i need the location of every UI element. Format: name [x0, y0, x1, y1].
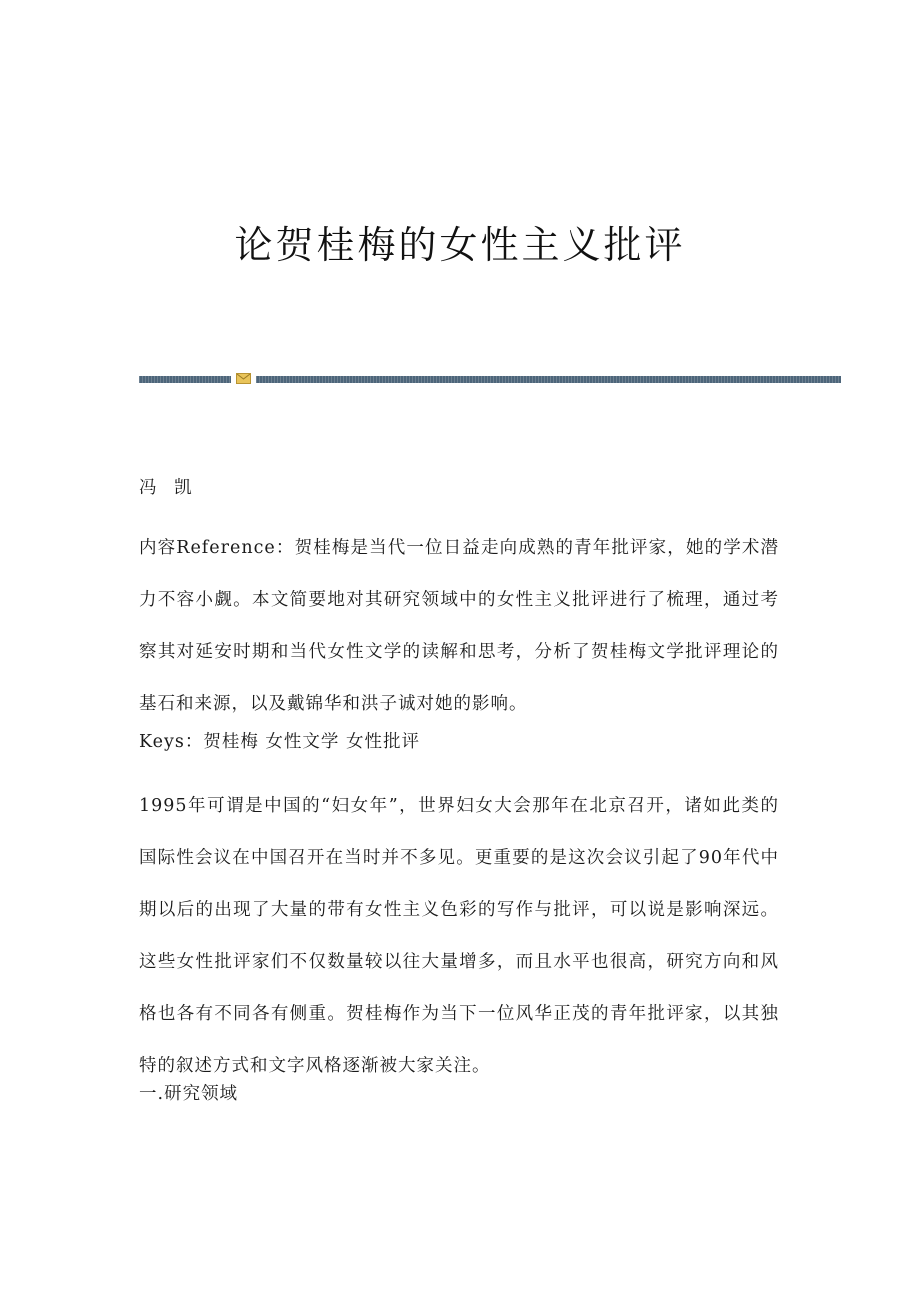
- abstract-paragraph: 内容Reference：贺桂梅是当代一位日益走向成熟的青年批评家，她的学术潜力不容小觑。本文简要地对其研究领域中的女性主义批评进行了梳理，通过考察其对延安时期和当代女性文学的读解和思考，分析了贺桂梅文学批评理论的基石和来源，以及戴锦华和洪子诚对她的影响。: [139, 538, 779, 714]
- page-title: 论贺桂梅的女性主义批评: [234, 223, 686, 267]
- author-name: 冯 凯: [139, 478, 198, 498]
- divider-bar-left: [139, 376, 231, 383]
- title-divider: [139, 373, 841, 385]
- divider-bar-right: [256, 376, 841, 383]
- keywords-line: Keys：贺桂梅 女性文学 女性批评: [139, 732, 420, 752]
- envelope-icon: [236, 373, 251, 384]
- section-heading: 一.研究领域: [139, 1084, 239, 1104]
- body-paragraph: 1995年可谓是中国的“妇女年”，世界妇女大会那年在北京召开，诸如此类的国际性会议在中国召开在当时并不多见。更重要的是这次会议引起了90年代中期以后的出现了大量的带有女性主义色彩的写作与批评，可以说是影响深远。这些女性批评家们不仅数量较以往大量增多，而且水平也很高，研究方向和风格也各有不同各有侧重。贺桂梅作为当下一位风华正茂的青年批评家，以其独特的叙述方式和文字风格逐渐被大家关注。: [139, 796, 779, 1076]
